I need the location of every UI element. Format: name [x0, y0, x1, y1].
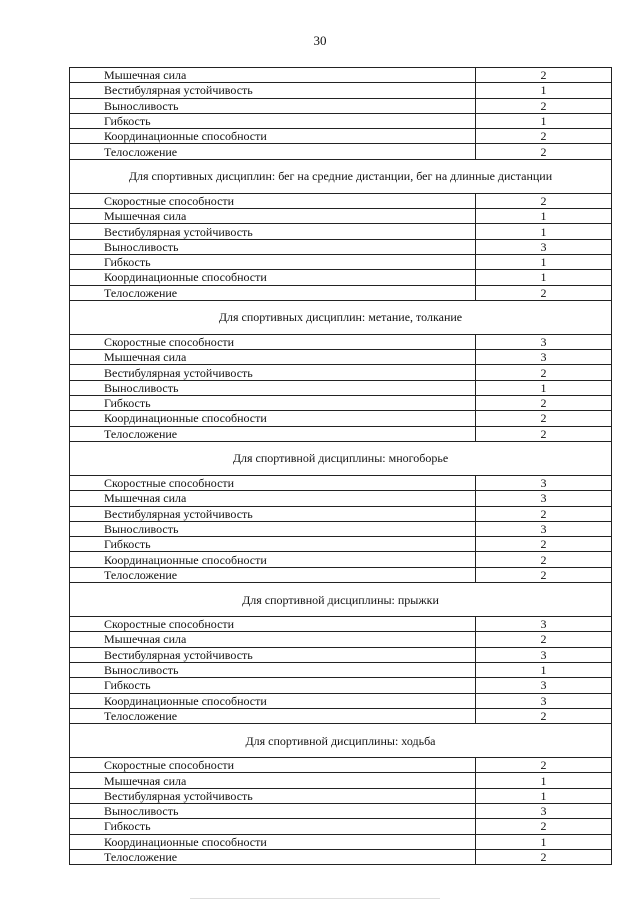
ability-label: Мышечная сила — [70, 773, 476, 788]
ability-score: 2 — [476, 365, 612, 380]
ability-label: Вестибулярная устойчивость — [70, 788, 476, 803]
ability-label: Телосложение — [70, 567, 476, 582]
ability-score: 3 — [476, 350, 612, 365]
ability-score: 3 — [476, 491, 612, 506]
ability-score: 2 — [476, 708, 612, 723]
ability-score: 1 — [476, 113, 612, 128]
table-row — [70, 270, 612, 285]
ability-score: 1 — [476, 662, 612, 677]
ability-label: Координационные способности — [70, 834, 476, 849]
table-row — [70, 819, 612, 834]
ability-score: 1 — [476, 209, 612, 224]
table-row — [70, 647, 612, 662]
table-row — [70, 98, 612, 113]
ability-label: Вестибулярная устойчивость — [70, 224, 476, 239]
section-heading-row — [70, 724, 612, 758]
ability-score: 1 — [476, 270, 612, 285]
table-row — [70, 693, 612, 708]
table-row — [70, 834, 612, 849]
table-row — [70, 708, 612, 723]
section-heading: Для спортивной дисциплины: ходьба — [70, 724, 612, 758]
section-heading-row — [70, 159, 612, 193]
ability-label: Вестибулярная устойчивость — [70, 83, 476, 98]
section-heading: Для спортивных дисциплин: бег на средние дистанции, бег на длинные дистанции — [70, 159, 612, 193]
ability-score: 2 — [476, 849, 612, 864]
ability-score: 2 — [476, 632, 612, 647]
ability-label: Гибкость — [70, 396, 476, 411]
ability-label: Скоростные способности — [70, 475, 476, 490]
ability-label: Координационные способности — [70, 693, 476, 708]
ability-label: Мышечная сила — [70, 68, 476, 83]
ability-score: 1 — [476, 254, 612, 269]
table-row — [70, 254, 612, 269]
table-row — [70, 426, 612, 441]
table-row — [70, 83, 612, 98]
ability-label: Выносливость — [70, 521, 476, 536]
ability-score: 2 — [476, 68, 612, 83]
ability-score: 3 — [476, 678, 612, 693]
scan-artifact-line — [190, 898, 440, 899]
ability-label: Гибкость — [70, 537, 476, 552]
table-row — [70, 239, 612, 254]
ability-label: Телосложение — [70, 849, 476, 864]
ability-score: 2 — [476, 396, 612, 411]
ability-score: 3 — [476, 521, 612, 536]
table-row — [70, 144, 612, 159]
table-row — [70, 632, 612, 647]
ability-score: 1 — [476, 224, 612, 239]
table-row — [70, 491, 612, 506]
ability-label: Гибкость — [70, 678, 476, 693]
ability-score: 2 — [476, 144, 612, 159]
table-row — [70, 193, 612, 208]
table-row — [70, 475, 612, 490]
section-heading-row — [70, 583, 612, 617]
table-row — [70, 365, 612, 380]
ability-label: Выносливость — [70, 239, 476, 254]
table-row — [70, 113, 612, 128]
ability-score: 1 — [476, 773, 612, 788]
ability-label: Координационные способности — [70, 552, 476, 567]
ability-label: Вестибулярная устойчивость — [70, 506, 476, 521]
table-row — [70, 567, 612, 582]
ability-score: 2 — [476, 193, 612, 208]
ability-label: Гибкость — [70, 819, 476, 834]
ability-score: 3 — [476, 803, 612, 818]
ability-label: Выносливость — [70, 98, 476, 113]
ability-label: Скоростные способности — [70, 334, 476, 349]
table-row — [70, 68, 612, 83]
ability-label: Координационные способности — [70, 270, 476, 285]
ability-score: 2 — [476, 537, 612, 552]
ability-score: 3 — [476, 693, 612, 708]
section-heading: Для спортивной дисциплины: прыжки — [70, 583, 612, 617]
ability-label: Мышечная сила — [70, 491, 476, 506]
ability-label: Мышечная сила — [70, 632, 476, 647]
ability-label: Телосложение — [70, 708, 476, 723]
ability-score: 3 — [476, 647, 612, 662]
ability-label: Телосложение — [70, 144, 476, 159]
table-row — [70, 129, 612, 144]
table-row — [70, 803, 612, 818]
table-row — [70, 380, 612, 395]
table-row — [70, 506, 612, 521]
ability-score: 2 — [476, 285, 612, 300]
ability-label: Выносливость — [70, 803, 476, 818]
ability-score: 1 — [476, 83, 612, 98]
table-row — [70, 224, 612, 239]
ability-score: 1 — [476, 788, 612, 803]
ability-score: 2 — [476, 506, 612, 521]
ability-score: 3 — [476, 239, 612, 254]
table-row — [70, 396, 612, 411]
ability-score: 2 — [476, 819, 612, 834]
ability-score: 1 — [476, 834, 612, 849]
section-heading-row — [70, 441, 612, 475]
ability-label: Скоростные способности — [70, 617, 476, 632]
ability-score: 2 — [476, 411, 612, 426]
ability-score: 3 — [476, 334, 612, 349]
abilities-table — [69, 67, 612, 865]
table-body — [70, 68, 612, 865]
ability-score: 2 — [476, 758, 612, 773]
ability-label: Мышечная сила — [70, 350, 476, 365]
table-row — [70, 334, 612, 349]
ability-score: 3 — [476, 475, 612, 490]
ability-score: 2 — [476, 426, 612, 441]
ability-label: Гибкость — [70, 113, 476, 128]
ability-label: Вестибулярная устойчивость — [70, 365, 476, 380]
ability-score: 2 — [476, 552, 612, 567]
ability-label: Выносливость — [70, 380, 476, 395]
table-row — [70, 411, 612, 426]
section-heading: Для спортивных дисциплин: метание, толкание — [70, 300, 612, 334]
table-row — [70, 758, 612, 773]
table-row — [70, 537, 612, 552]
section-heading: Для спортивной дисциплины: многоборье — [70, 441, 612, 475]
page-number: 30 — [313, 33, 327, 48]
ability-label: Координационные способности — [70, 411, 476, 426]
ability-score: 2 — [476, 129, 612, 144]
ability-label: Телосложение — [70, 426, 476, 441]
table-row — [70, 662, 612, 677]
table-row — [70, 552, 612, 567]
table-row — [70, 788, 612, 803]
ability-label: Скоростные способности — [70, 193, 476, 208]
ability-score: 1 — [476, 380, 612, 395]
ability-label: Координационные способности — [70, 129, 476, 144]
ability-label: Выносливость — [70, 662, 476, 677]
ability-label: Телосложение — [70, 285, 476, 300]
section-heading-row — [70, 300, 612, 334]
table-row — [70, 521, 612, 536]
table-row — [70, 678, 612, 693]
table-row — [70, 773, 612, 788]
ability-label: Скоростные способности — [70, 758, 476, 773]
ability-score: 2 — [476, 567, 612, 582]
table-row — [70, 849, 612, 864]
table-row — [70, 350, 612, 365]
table-row — [70, 617, 612, 632]
ability-score: 2 — [476, 98, 612, 113]
ability-label: Мышечная сила — [70, 209, 476, 224]
ability-score: 3 — [476, 617, 612, 632]
ability-label: Вестибулярная устойчивость — [70, 647, 476, 662]
ability-label: Гибкость — [70, 254, 476, 269]
table-row — [70, 209, 612, 224]
table-row — [70, 285, 612, 300]
